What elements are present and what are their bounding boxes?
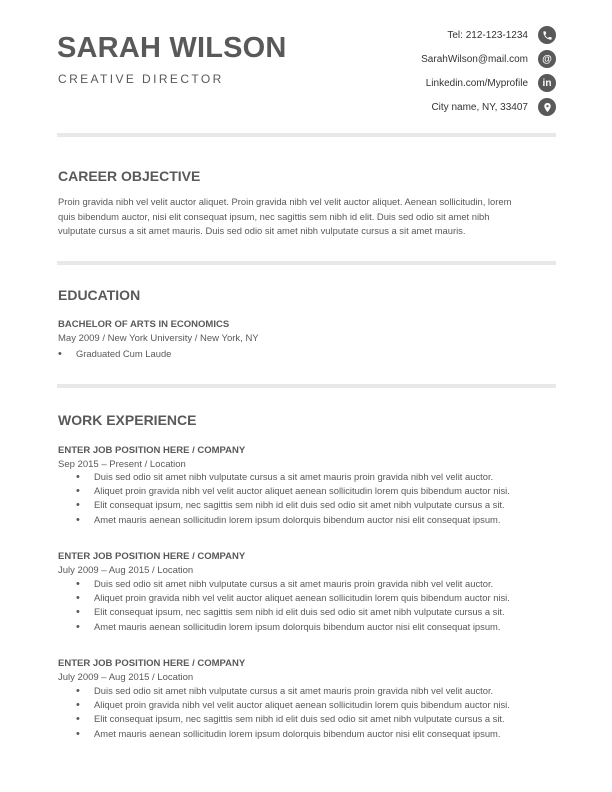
job-title: ENTER JOB POSITION HERE / COMPANY [58, 551, 246, 562]
section-divider [57, 133, 556, 137]
career-objective-line: Proin gravida nibh vel velit auctor aliquet. Proin gravida nibh vel velit auctor aliquet. Aenean sollicitudin, lorem [58, 196, 512, 207]
list-item: • Duis sed odio sit amet nibh vulputate cursus a sit amet mauris proin gravida nibh vel velit auctor. [94, 684, 510, 698]
contact-phone-text[interactable]: Tel: 212-123-1234 [447, 29, 528, 41]
degree-title: BACHELOR OF ARTS IN ECONOMICS [58, 319, 230, 330]
job-bullets [94, 470, 510, 527]
list-item: • Amet mauris aenean sollicitudin lorem ipsum dolorquis bibendum auctor nisi elit consequat ipsum. [94, 513, 510, 527]
job-dates: Sep 2015 – Present / Location [58, 459, 186, 470]
list-item: • Amet mauris aenean sollicitudin lorem ipsum dolorquis bibendum auctor nisi elit consequat ipsum. [94, 727, 510, 741]
contact-linkedin [236, 71, 556, 95]
job-title: ENTER JOB POSITION HERE / COMPANY [58, 445, 246, 456]
at-icon: @ [538, 50, 556, 68]
job-dates: July 2009 – Aug 2015 / Location [58, 565, 194, 576]
education-heading: EDUCATION [58, 287, 141, 303]
career-objective-text [58, 195, 550, 239]
list-item: • Graduated Cum Laude [76, 347, 171, 361]
career-objective-line: vulputate cursus a sit amet mauris. Duis sed odio sit amet nibh vulputate cursus a sit amet mauris. [58, 225, 466, 236]
linkedin-icon: in [538, 74, 556, 92]
list-item: • Amet mauris aenean sollicitudin lorem ipsum dolorquis bibendum auctor nisi elit consequat ipsum. [94, 620, 510, 634]
job-bullets [94, 684, 510, 741]
work-experience-heading: WORK EXPERIENCE [58, 412, 197, 428]
job-title: ENTER JOB POSITION HERE / COMPANY [58, 658, 246, 669]
list-item: • Elit consequat ipsum, nec sagittis sem nibh id elit duis sed odio sit amet nibh vulputate cursus a sit. [94, 605, 510, 619]
contact-phone [236, 23, 556, 47]
list-item: • Duis sed odio sit amet nibh vulputate cursus a sit amet mauris proin gravida nibh vel velit auctor. [94, 577, 510, 591]
job-bullets [94, 577, 510, 634]
contact-location-text: City name, NY, 33407 [431, 101, 528, 113]
career-objective-line: quis bibendum auctor, nisi elit consequat ipsum, nec sagittis sem nibh id elit. Duis sed odio sit amet nibh [58, 210, 490, 222]
contact-email-text[interactable]: SarahWilson@mail.com [421, 53, 528, 65]
resume-job-title: CREATIVE DIRECTOR [58, 72, 224, 86]
education-bullets [76, 347, 171, 361]
job-dates: July 2009 – Aug 2015 / Location [58, 672, 194, 683]
list-item: • Duis sed odio sit amet nibh vulputate cursus a sit amet mauris proin gravida nibh vel velit auctor. [94, 470, 510, 484]
list-item: • Aliquet proin gravida nibh vel velit auctor aliquet aenean sollicitudin lorem quis bibendum auctor nisi. [94, 484, 510, 498]
resume-name: SARAH WILSON [57, 32, 287, 64]
list-item: • Elit consequat ipsum, nec sagittis sem nibh id elit duis sed odio sit amet nibh vulputate cursus a sit. [94, 498, 510, 512]
degree-details: May 2009 / New York University / New York, NY [58, 333, 259, 344]
career-objective-heading: CAREER OBJECTIVE [58, 168, 201, 184]
list-item: • Aliquet proin gravida nibh vel velit auctor aliquet aenean sollicitudin lorem quis bibendum auctor nisi. [94, 591, 510, 605]
list-item: • Aliquet proin gravida nibh vel velit auctor aliquet aenean sollicitudin lorem quis bibendum auctor nisi. [94, 698, 510, 712]
phone-icon [538, 26, 556, 44]
contact-location [236, 95, 556, 119]
list-item: • Elit consequat ipsum, nec sagittis sem nibh id elit duis sed odio sit amet nibh vulputate cursus a sit. [94, 712, 510, 726]
location-pin-icon [538, 98, 556, 116]
section-divider [57, 384, 556, 388]
section-divider [57, 261, 556, 265]
contact-email [236, 47, 556, 71]
contact-linkedin-text[interactable]: Linkedin.com/Myprofile [425, 77, 528, 89]
contact-block [236, 23, 556, 119]
